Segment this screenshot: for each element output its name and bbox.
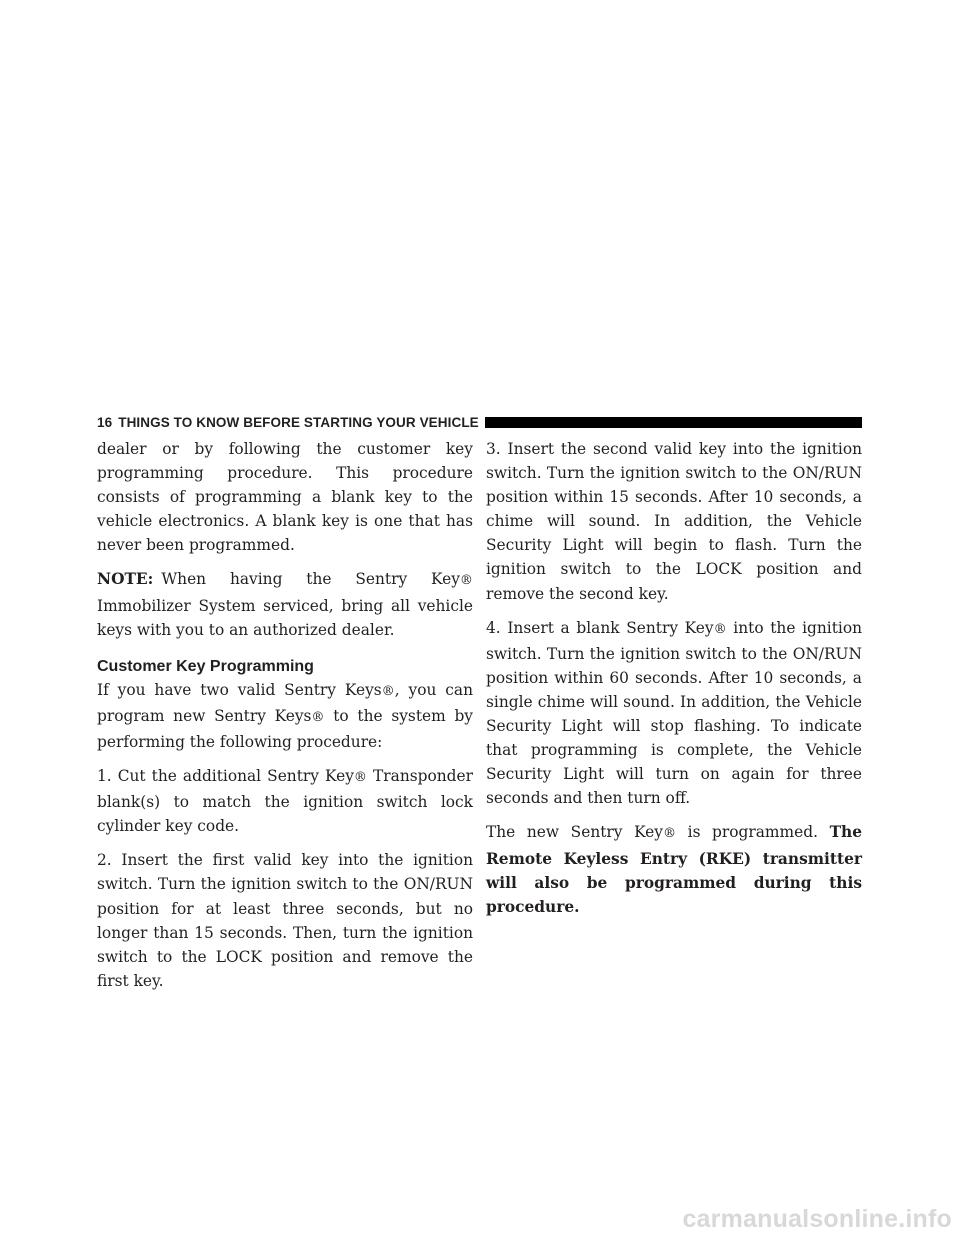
procedure-intro-part-1: If you have two valid Sentry Keys bbox=[97, 680, 382, 699]
registered-mark-icon: ® bbox=[662, 826, 677, 842]
final-part-1: The new Sentry Key bbox=[486, 823, 663, 842]
note-text-start: When having the Sentry Key bbox=[161, 570, 460, 589]
registered-mark-icon: ® bbox=[353, 770, 367, 786]
header-rule-bar bbox=[485, 417, 862, 428]
step-2-paragraph: 2. Insert the first valid key into the ignition switch. Turn the ignition switch to the ON/RUN position for at least three seconds, but no longer than 15 seconds. Then, turn the ignition switch to the LOCK position and remove the first key. bbox=[97, 851, 473, 990]
registered-mark-icon: ® bbox=[459, 573, 473, 589]
procedure-intro-part-2: , you can program new Sentry Keys bbox=[97, 680, 474, 725]
final-part-2: is programmed. bbox=[676, 823, 830, 842]
step-1-part-1: 1. Cut the additional Sentry Key bbox=[97, 767, 354, 786]
final-paragraph bbox=[486, 820, 862, 918]
step-1-paragraph bbox=[97, 764, 473, 838]
registered-mark-icon: ® bbox=[713, 621, 727, 637]
note-text-end: Immobilizer System serviced, bring all vehicle keys with you to an authorized dealer. bbox=[97, 596, 473, 639]
section-title: THINGS TO KNOW BEFORE STARTING YOUR VEHICLE bbox=[118, 414, 479, 430]
right-column bbox=[486, 437, 862, 929]
step-4-part-1: 4. Insert a blank Sentry Key bbox=[486, 618, 714, 637]
step-4-paragraph bbox=[486, 616, 862, 811]
running-header bbox=[97, 412, 862, 432]
intro-paragraph: dealer or by following the customer key programming procedure. This procedure consists of programming a blank key to the vehicle electronics. A blank key is one that has never been programmed. bbox=[97, 440, 473, 555]
page-number: 16 bbox=[97, 414, 113, 430]
final-bold-statement: The Remote Keyless Entry (RKE) transmitter will also be programmed during this procedure. bbox=[486, 823, 862, 916]
site-watermark: carmanualsonline.info bbox=[682, 1205, 952, 1233]
step-4-part-2: into the ignition switch. Turn the ignition switch to the ON/RUN position within 60 seconds. After 10 seconds, a single chime will sound. In addition, the Vehicle Security Light will stop flashing. To indicate that programming is complete, the Vehicle Security Light will turn on again for three seconds and then turn off. bbox=[486, 618, 862, 808]
registered-mark-icon: ® bbox=[311, 709, 325, 725]
left-column bbox=[97, 437, 473, 1003]
customer-key-programming-heading: Customer Key Programming bbox=[97, 657, 314, 675]
registered-mark-icon: ® bbox=[381, 683, 395, 699]
note-label: NOTE: bbox=[97, 570, 154, 589]
step-1-part-2: Transponder blank(s) to match the ignition switch lock cylinder key code. bbox=[97, 767, 473, 836]
note-paragraph bbox=[97, 567, 473, 641]
procedure-intro-part-3: to the system by performing the following procedure: bbox=[97, 706, 473, 751]
procedure-intro-paragraph bbox=[97, 678, 473, 754]
step-3-paragraph: 3. Insert the second valid key into the ignition switch. Turn the ignition switch to the ON/RUN position within 15 seconds. After 10 seconds, a chime will sound. In addition, the Vehicle Security Light will begin to flash. Turn the ignition switch to the LOCK position and remove the second key. bbox=[486, 440, 862, 603]
